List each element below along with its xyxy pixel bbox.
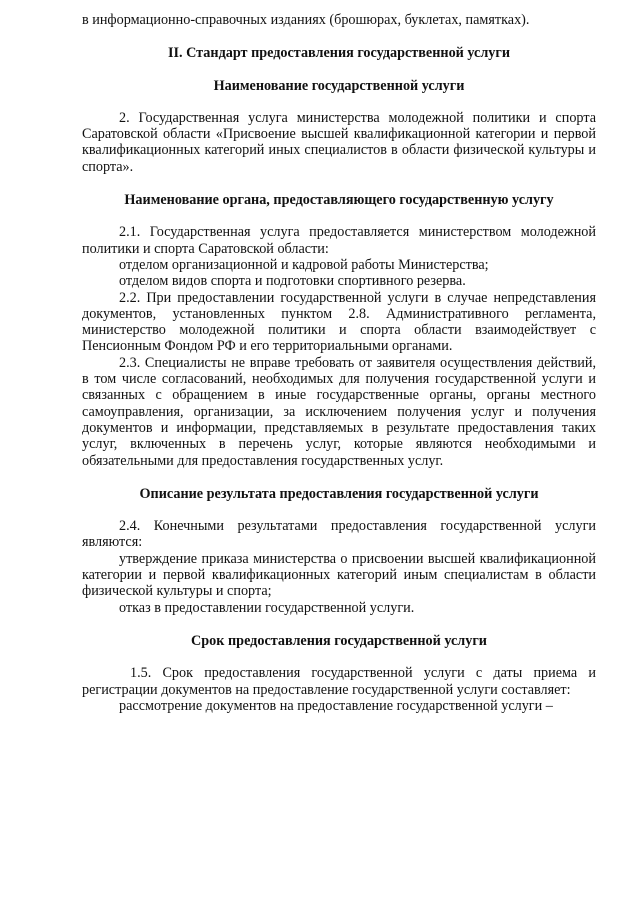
paragraph-2-1: 2.1. Государственная услуга предоставляется министерством молодежной политики и спорта Саратовской области: xyxy=(82,224,596,257)
heading-service-name: Наименование государственной услуги xyxy=(213,77,465,94)
paragraph-2-3: 2.3. Специалисты не вправе требовать от заявителя осуществления действий, в том числе согласований, необходимых для получения государственной услуги и связанных с обращением в иные государственные органы, органы местного самоуправления, организации, за исключением получения услуг и получения документов и информации, представляемых в результате предоставления таких услуг, включенных в перечень услуг, которые являются необходимыми и обязательными для предоставления государственных услуг. xyxy=(82,354,596,469)
paragraph-1-5: 1.5. Срок предоставления государственной услуги с даты приема и регистрации документов на предоставление государственной услуги составляет: xyxy=(82,665,596,698)
paragraph-last: рассмотрение документов на предоставление государственной услуги – xyxy=(119,697,553,714)
paragraph-2: 2. Государственная услуга министерства молодежной политики и спорта Саратовской области «Присвоение высшей квалификационной категории и первой квалификационных категорий иных специалистов в области физической культуры и спорта». xyxy=(82,109,596,175)
heading-term: Срок предоставления государственной услуги xyxy=(191,632,487,649)
paragraph-2-4-item-b: отказ в предоставлении государственной услуги. xyxy=(119,599,415,616)
heading-organ: Наименование органа, предоставляющего государственную услугу xyxy=(124,192,554,209)
section-title: II. Стандарт предоставления государственной услуги xyxy=(167,45,511,62)
lead-paragraph: в информационно-справочных изданиях (брошюрах, буклетах, памятках). xyxy=(82,12,530,28)
paragraph-2-4: 2.4. Конечными результатами предоставления государственной услуги являются: xyxy=(82,518,596,551)
paragraph-2-2: 2.2. При предоставлении государственной услуги в случае непредставления документов, установленных пунктом 2.8. Административного регламента, министерство молодежной политики и спорта области взаимодействует с Пенсионным Фондом РФ и его территориальными органами. xyxy=(82,289,596,355)
paragraph-2-4-item-a: утверждение приказа министерства о присвоении высшей квалификационной категории и первой квалификационных категорий иным специалистам в области физической культуры и спорта; xyxy=(82,550,596,600)
document-page xyxy=(82,12,596,714)
paragraph-2-1-item-b: отделом видов спорта и подготовки спортивного резерва. xyxy=(119,273,466,290)
heading-result: Описание результата предоставления государственной услуги xyxy=(139,485,539,502)
paragraph-2-1-item-a: отделом организационной и кадровой работы Министерства; xyxy=(119,256,489,273)
